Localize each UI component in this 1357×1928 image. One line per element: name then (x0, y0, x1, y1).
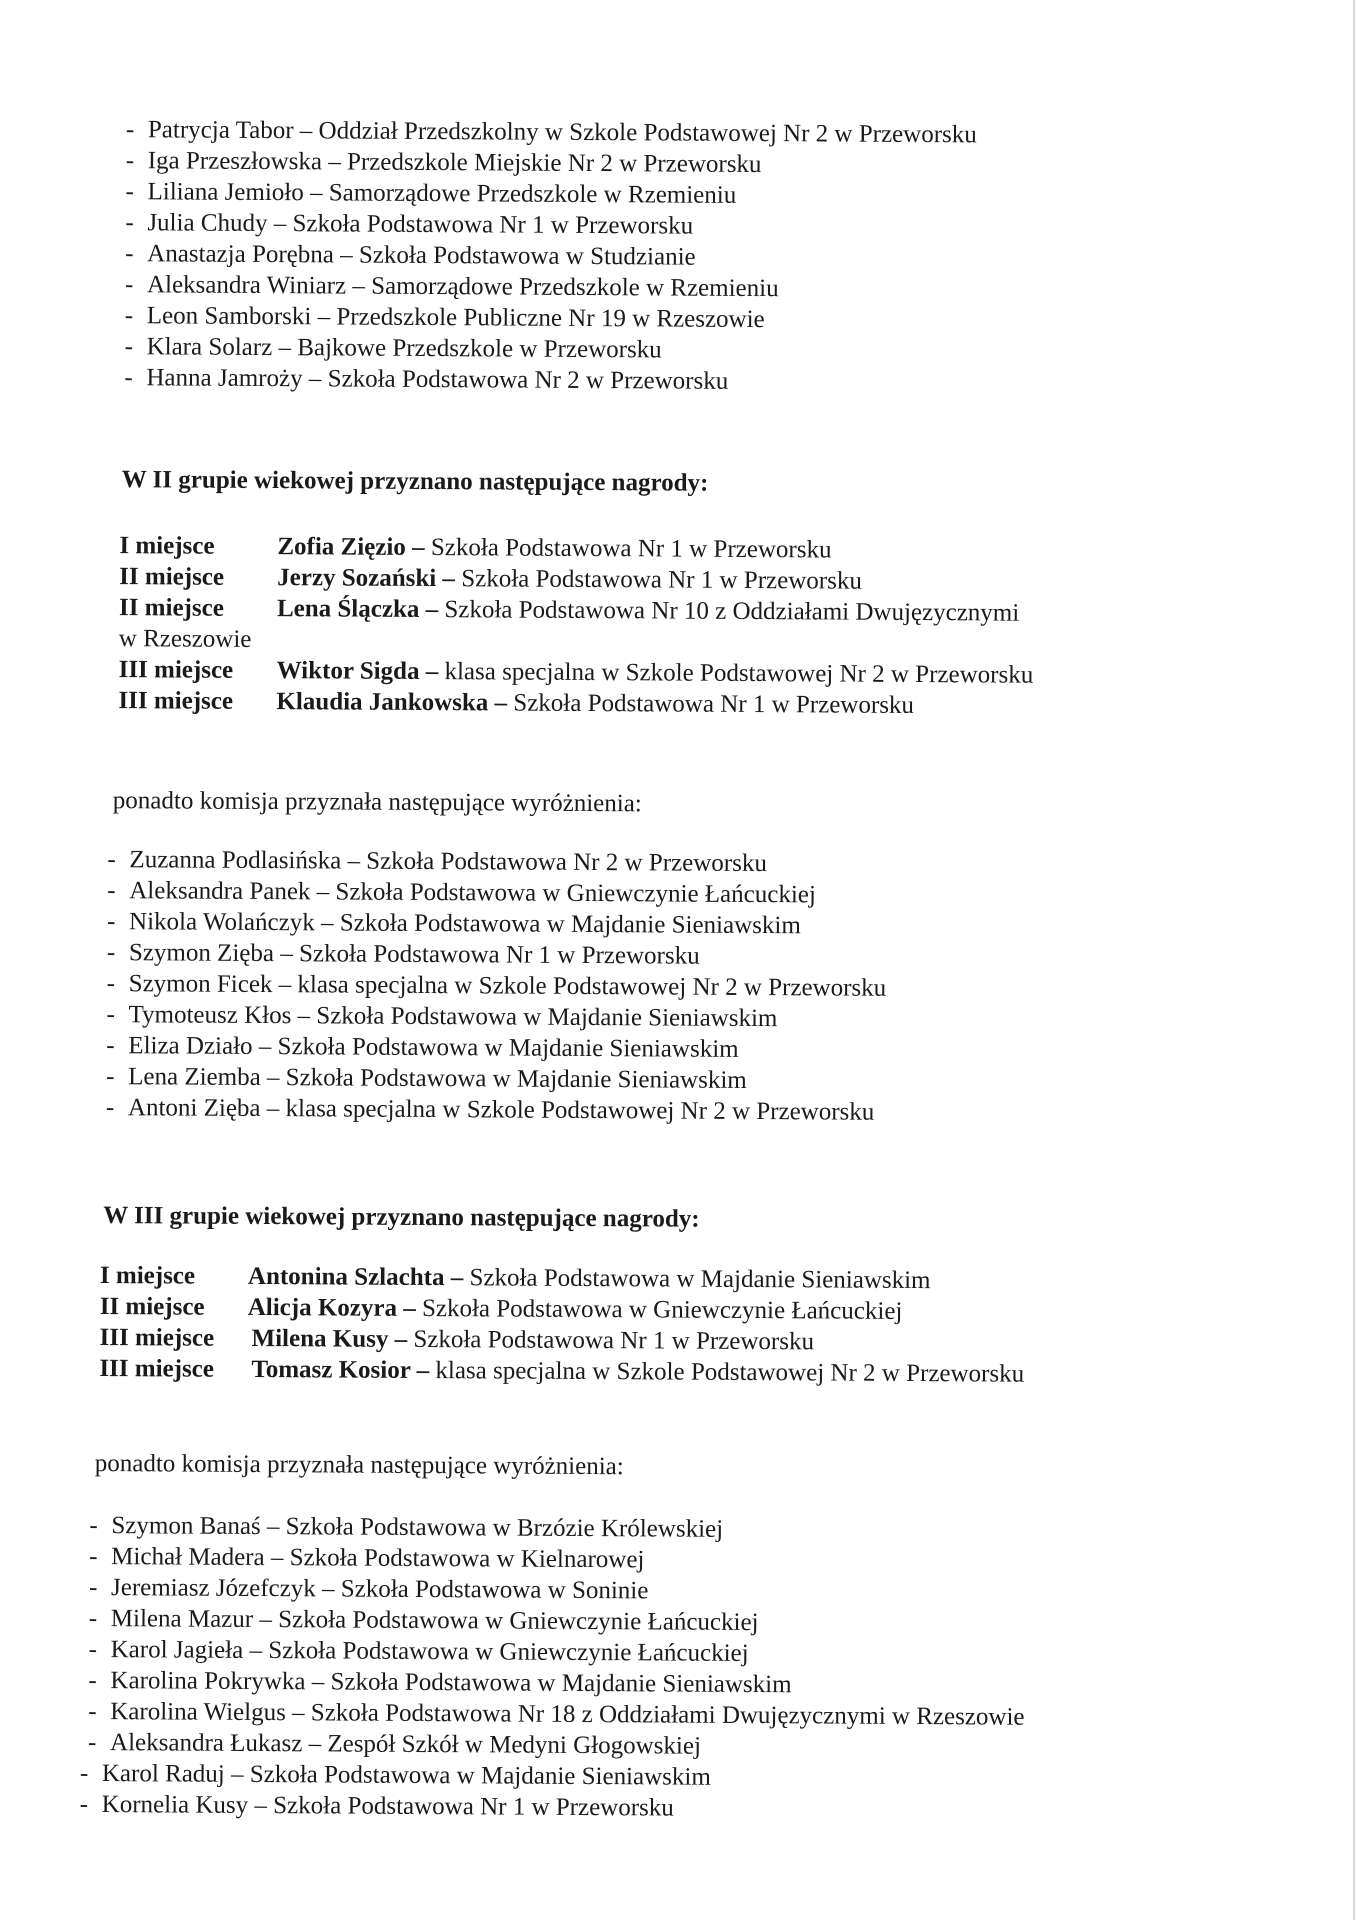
list-item: - Klara Solarz – Bajkowe Przedszkole w Przeworsku (124, 333, 662, 364)
group3-distinctions-list (79, 1510, 1026, 1826)
award-row (118, 685, 1033, 722)
list-item: - Tymoteusz Kłos – Szkoła Podstawowa w Majdanie Sieniawskim (106, 1001, 778, 1033)
group2-distinctions-intro: ponadto komisja przyznała następujące wyróżnienia: (112, 787, 642, 818)
list-item: - Szymon Ficek – klasa specjalna w Szkole Podstawowej Nr 2 w Przeworsku (106, 970, 887, 1002)
award-name: Tomasz Kosior – (251, 1355, 430, 1385)
group3-awards (99, 1260, 1025, 1390)
list-item: - Karolina Pokrywka – Szkoła Podstawowa w Majdanie Sieniawskim (88, 1666, 792, 1699)
award-place: II miejsce (118, 594, 224, 622)
list-item: - Aleksandra Panek – Szkoła Podstawowa w Gniewczynie Łańcuckiej (107, 877, 816, 909)
list-item: - Liliana Jemioło – Samorządowe Przedszkole w Rzemieniu (125, 178, 737, 209)
award-place: III miejsce (118, 687, 234, 715)
list-item: - Milena Mazur – Szkoła Podstawowa w Gniewczynie Łańcuckiej (88, 1604, 759, 1637)
group2-awards (118, 530, 1034, 722)
list-item: - Michał Madera – Szkoła Podstawowa w Kielnarowej (89, 1542, 645, 1574)
award-school: Szkoła Podstawowa w Majdanie Sieniawskim (469, 1264, 931, 1295)
award-place: III miejsce (99, 1324, 215, 1352)
list-item: - Aleksandra Łukasz – Zespół Szkół w Medyni Głogowskiej (88, 1728, 702, 1760)
award-school: Szkoła Podstawowa Nr 1 w Przeworsku (461, 565, 862, 595)
award-place: I miejsce (119, 532, 215, 560)
group2-heading: W II grupie wiekowej przyznano następujące nagrody: (121, 466, 709, 497)
award-name: Wiktor Sigda – (276, 657, 439, 686)
list-item: - Aleksandra Winiarz – Samorządowe Przedszkole w Rzemieniu (124, 271, 779, 303)
list-item: - Eliza Działo – Szkoła Podstawowa w Majdanie Sieniawskim (106, 1032, 739, 1063)
list-item: - Patrycja Tabor – Oddział Przedszkolny w Szkole Podstawowej Nr 2 w Przeworsku (125, 116, 977, 149)
award-school: Szkoła Podstawowa Nr 1 w Przeworsku (430, 534, 832, 564)
award-place: III miejsce (118, 656, 234, 684)
award-continuation: w Rzeszowie (118, 625, 252, 653)
list-item: - Karol Jagieła – Szkoła Podstawowa w Gniewczynie Łańcuckiej (88, 1635, 749, 1667)
list-item: - Hanna Jamroży – Szkoła Podstawowa Nr 2 w Przeworsku (124, 364, 729, 395)
award-school: Szkoła Podstawowa Nr 10 z Oddziałami Dwujęzycznymi (444, 596, 1020, 627)
list-item: - Kornelia Kusy – Szkoła Podstawowa Nr 1 w Przeworsku (79, 1790, 674, 1822)
award-name: Jerzy Sozański – (277, 564, 456, 593)
page-edge (1353, 0, 1355, 1920)
group2-distinctions-list (106, 844, 887, 1128)
group3-distinctions-intro: ponadto komisja przyznała następujące wyróżnienia: (94, 1449, 624, 1481)
award-row (99, 1353, 1024, 1390)
list-item: - Leon Samborski – Przedszkole Publiczne Nr 19 w Rzeszowie (124, 302, 765, 334)
award-name: Zofia Zięzio – (277, 533, 425, 561)
award-place: II miejsce (119, 563, 225, 591)
award-place: III miejsce (99, 1355, 215, 1383)
award-place: II miejsce (99, 1293, 205, 1321)
list-item: - Iga Przeszłowska – Przedszkole Miejskie Nr 2 w Przeworsku (125, 147, 762, 179)
award-school: klasa specjalna w Szkole Podstawowej Nr 2 w Przeworsku (444, 658, 1034, 689)
award-name: Milena Kusy – (251, 1324, 408, 1353)
list-item: - Karol Raduj – Szkoła Podstawowa w Majdanie Sieniawskim (79, 1759, 711, 1791)
award-place: I miejsce (99, 1262, 196, 1290)
list-item: - Szymon Zięba – Szkoła Podstawowa Nr 1 w Przeworsku (106, 939, 700, 970)
list-item: - Lena Ziemba – Szkoła Podstawowa w Majdanie Sieniawskim (106, 1063, 747, 1094)
award-name: Klaudia Jankowska – (276, 688, 508, 717)
award-school: klasa specjalna w Szkole Podstawowej Nr 2 w Przeworsku (435, 1357, 1025, 1388)
list-item: - Szymon Banaś – Szkoła Podstawowa w Brzózie Królewskiej (89, 1511, 724, 1543)
award-name: Antonina Szlachta – (247, 1262, 464, 1292)
list-item: - Nikola Wolańczyk – Szkoła Podstawowa w Majdanie Sieniawskim (107, 908, 801, 940)
award-row (119, 592, 1034, 629)
list-item: - Zuzanna Podlasińska – Szkoła Podstawowa Nr 2 w Przeworsku (107, 846, 767, 878)
award-name: Lena Ślączka – (276, 595, 439, 624)
group3-heading: W III grupie wiekowej przyznano następujące nagrody: (103, 1202, 700, 1233)
list-item: - Jeremiasz Józefczyk – Szkoła Podstawowa w Soninie (88, 1573, 649, 1605)
award-name: Alicja Kozyra – (247, 1293, 416, 1322)
award-school: Szkoła Podstawowa Nr 1 w Przeworsku (413, 1325, 815, 1356)
award-school: Szkoła Podstawowa w Gniewczynie Łańcuckiej (421, 1294, 903, 1325)
award-school: Szkoła Podstawowa Nr 1 w Przeworsku (513, 689, 915, 719)
list-item: - Anastazja Porębna – Szkoła Podstawowa w Studzianie (125, 240, 696, 271)
list-item: - Antoni Zięba – klasa specjalna w Szkole Podstawowej Nr 2 w Przeworsku (105, 1094, 875, 1126)
list-item: - Karolina Wielgus – Szkoła Podstawowa Nr 18 z Oddziałami Dwujęzycznymi w Rzeszowie (88, 1697, 1025, 1731)
group1-distinctions-list (124, 114, 977, 398)
list-item: - Julia Chudy – Szkoła Podstawowa Nr 1 w Przeworsku (125, 209, 694, 240)
